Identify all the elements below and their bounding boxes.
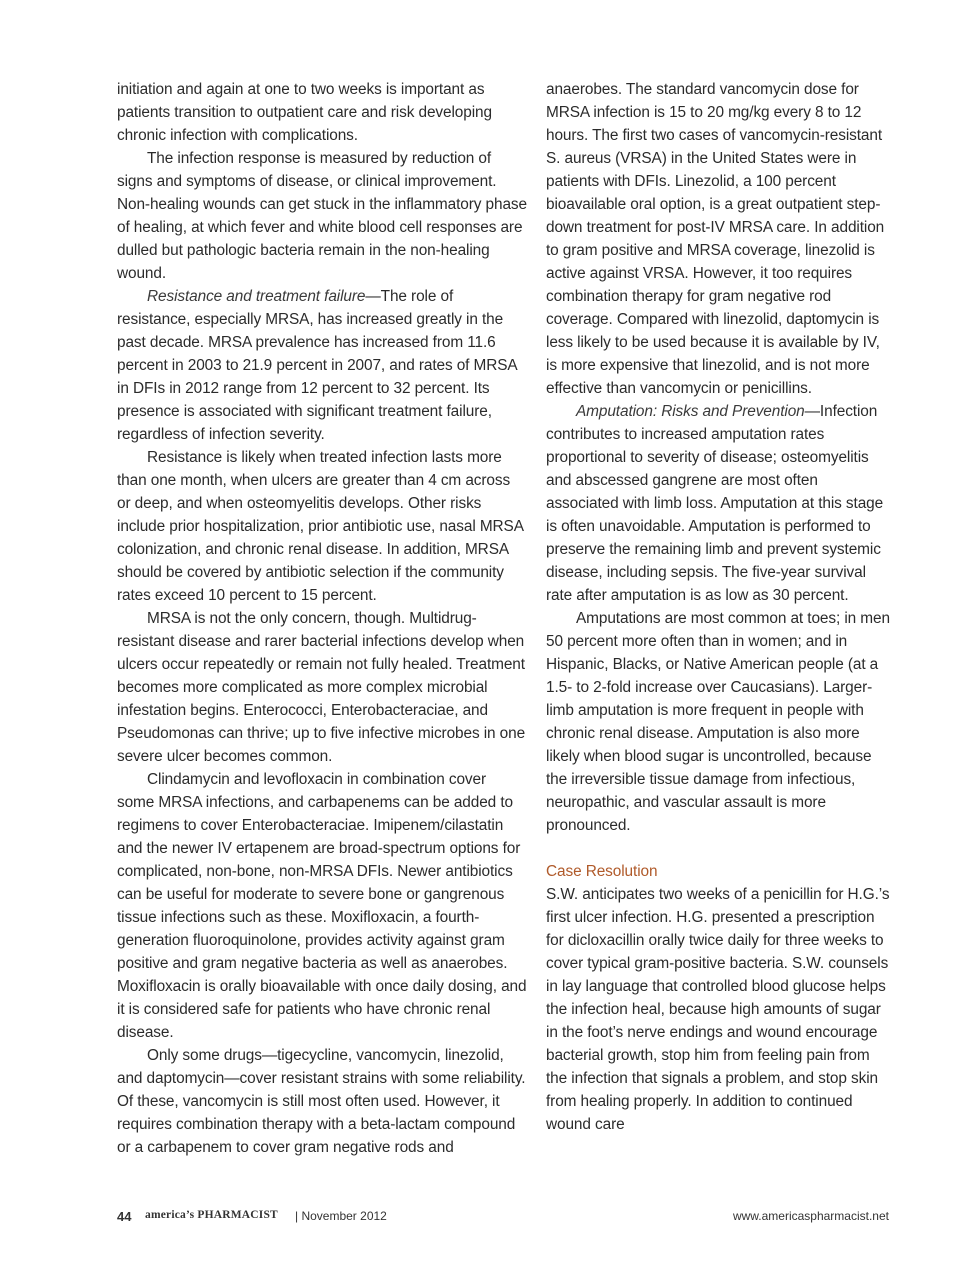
paragraph-amputation <box>546 400 894 607</box>
magazine-name: america’s PHARMACIST <box>145 1209 278 1221</box>
page-footer <box>117 1208 889 1228</box>
paragraph: S.W. anticipates two weeks of a penicillin for H.G.’s first ulcer infection. H.G. presented a prescription for dicloxacillin orally twice daily for three weeks to cover typical gram-positive bacteria. S.W. counsels in lay language that controlled blood glucose helps the infection heal, because high amounts of sugar in the foot’s nerve endings and wound encourage bacterial growth, stop him from feeling pain from the infection that signals a problem, and stop skin from healing properly. In addition to continued wound care <box>546 886 890 1133</box>
section-heading: Case Resolution <box>546 863 658 880</box>
paragraph: MRSA is not the only concern, though. Multidrug-resistant disease and rarer bacterial infections develop when ulcers occur repeatedly or remain not fully healed. Treatment becomes more complicated as more complex microbial infestation begins. Enterococci, Enterobacteraciae, and Pseudomonas can thrive; up to five infective microbes in one severe ulcer becomes common. <box>117 610 526 765</box>
right-column <box>546 78 894 1136</box>
paragraph-body: —The role of resistance, especially MRSA, has increased greatly in the past decade. MRSA prevalence has increased from 11.6 percent in 2003 to 21.9 percent in 2007, and rates of MRSA in DFIs in 2012 range from 12 percent to 32 percent. Its presence is associated with significant treatment failure, regardless of infection severity. <box>117 288 517 443</box>
paragraph: Only some drugs—tigecycline, vancomycin, linezolid, and daptomycin—cover resistant strains with some reliability. Of these, vancomycin is still most often used. However, it requires combination therapy with a beta-lactam compound or a carbapenem to cover gram negative rods and <box>117 1047 526 1156</box>
paragraph: The infection response is measured by reduction of signs and symptoms of disease, or clinical improvement. Non-healing wounds can get stuck in the inflammatory phase of healing, at which fever and white blood cell responses are dulled but pathologic bacteria remain in the non-healing wound. <box>117 150 527 282</box>
page-number: 44 <box>117 1209 132 1224</box>
paragraph: initiation and again at one to two weeks is important as patients transition to outpatient care and risk developing chronic infection with complications. <box>117 81 492 144</box>
run-in-heading: Amputation: Risks and Prevention <box>576 403 805 420</box>
paragraph-body: —Infection contributes to increased amputation rates proportional to severity of disease; osteomyelitis and abscessed gangrene are most often associated with limb loss. Amputation at this stage is often unavoidable. Amputation is performed to preserve the remaining limb and prevent systemic disease, including sepsis. The five-year survival rate after amputation is as low as 30 percent. <box>546 403 884 604</box>
paragraph: Clindamycin and levofloxacin in combination cover some MRSA infections, and carbapenems can be added to regimens to cover Enterobacteraciae. Imipenem/cilastatin and the newer IV ertapenem are broad-spectrum options for complicated, non-bone, non-MRSA DFIs. Newer antibiotics can be useful for moderate to severe bone or gangrenous tissue infections such as these. Moxifloxacin, a fourth-generation fluoroquinolone, provides activity against gram positive and gram negative bacteria as well as anaerobes. Moxifloxacin is orally bioavailable with once daily dosing, and it is considered safe for patients who have chronic renal disease. <box>117 771 527 1041</box>
website-url: www.americaspharmacist.net <box>732 1209 889 1223</box>
left-column <box>117 78 527 1159</box>
issue-date: | November 2012 <box>295 1209 387 1223</box>
paragraph: Resistance is likely when treated infection lasts more than one month, when ulcers are greater than 4 cm across or deep, and when osteomyelitis develops. Other risks include prior hospitalization, prior antibiotic use, nasal MRSA colonization, and chronic renal disease. In addition, MRSA should be covered by antibiotic selection if the community rates exceed 10 percent to 15 percent. <box>117 449 524 604</box>
paragraph: Amputations are most common at toes; in men 50 percent more often than in women; and in Hispanic, Blacks, or Native American people (at a 1.5- to 2-fold increase over Caucasians). Larger-limb amputation is more frequent in people with chronic renal disease. Amputation is also more likely when blood sugar is uncontrolled, because the irreversible tissue damage from infectious, neuropathic, and vascular assault is more pronounced. <box>546 610 890 834</box>
paragraph-resistance <box>117 285 527 446</box>
paragraph: anaerobes. The standard vancomycin dose for MRSA infection is 15 to 20 mg/kg every 8 to 12 hours. The first two cases of vancomycin-resistant S. aureus (VRSA) in the United States were in patients with DFIs. Linezolid, a 100 percent bioavailable oral option, is a great outpatient step-down treatment for post-IV MRSA care. In addition to gram positive and MRSA coverage, linezolid is active against VRSA. However, it too requires combination therapy for gram negative rod coverage. Compared with linezolid, daptomycin is less likely to be used because it is available by IV, is more expensive that linezolid, and is not more effective than vancomycin or penicillins. <box>546 81 885 397</box>
run-in-heading: Resistance and treatment failure <box>147 288 366 305</box>
